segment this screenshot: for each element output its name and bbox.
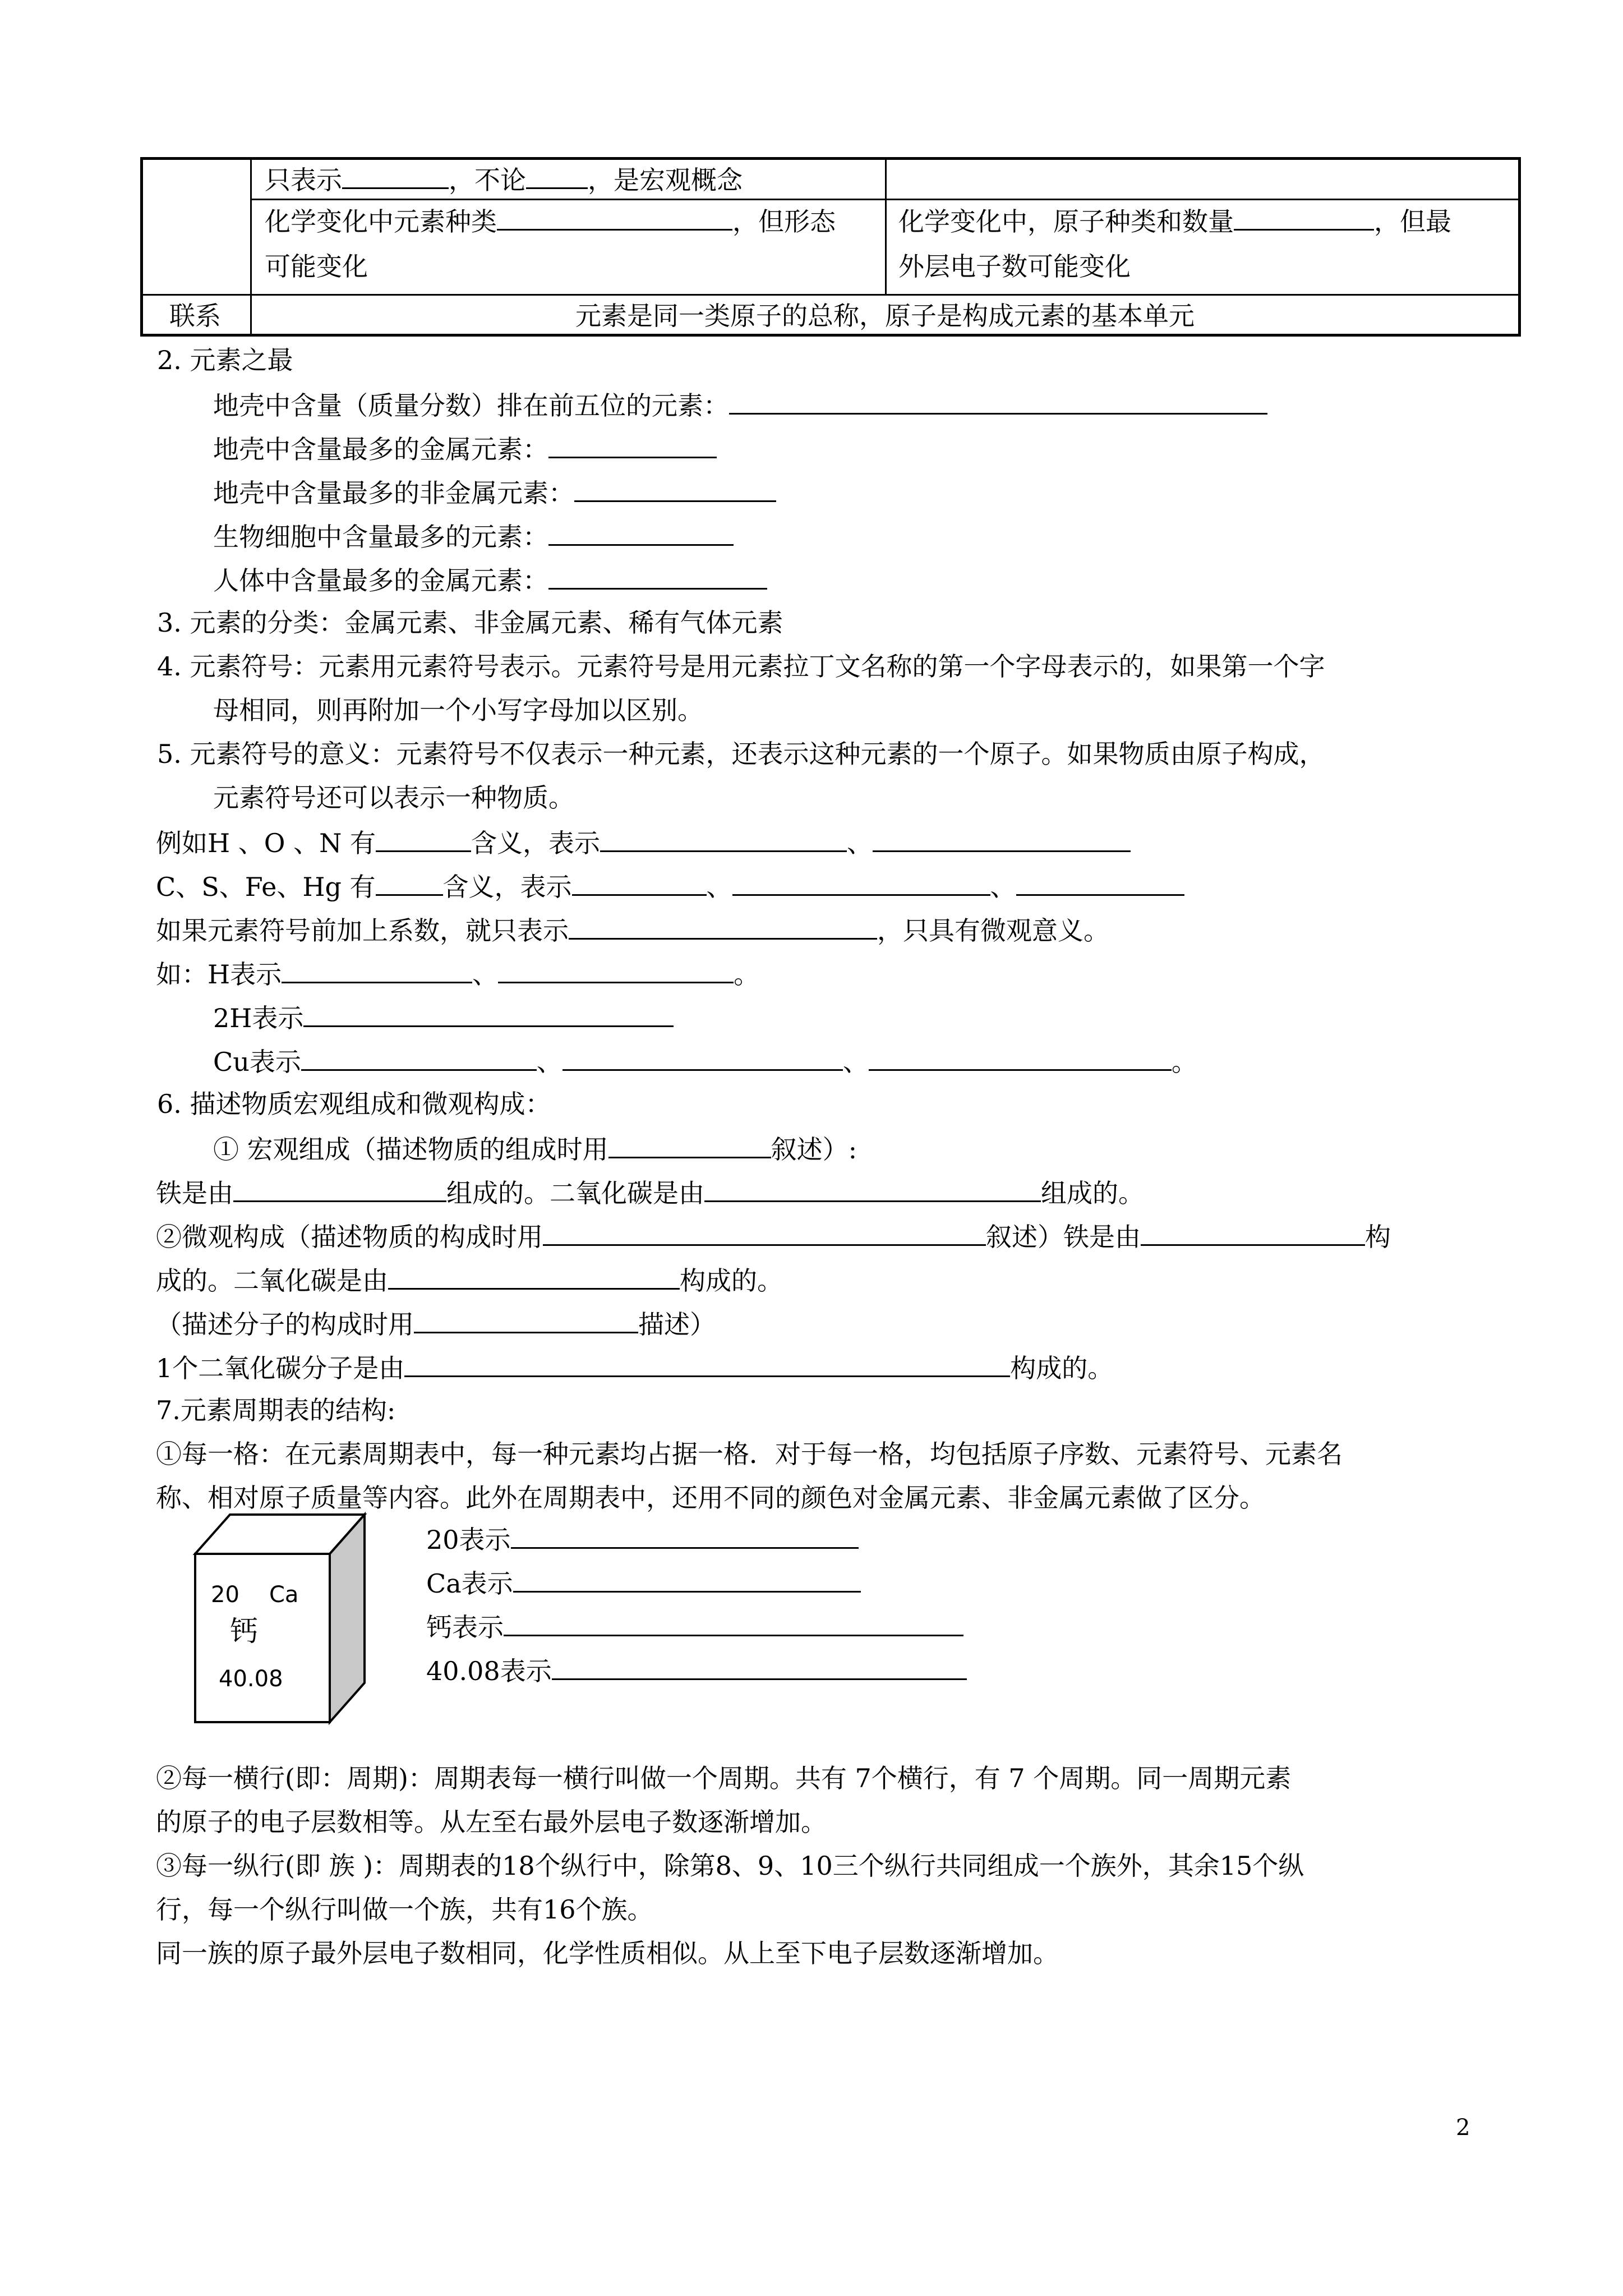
section5-line1: 5. 元素符号的意义：元素符号不仅表示一种元素，还表示这种元素的一个原子。如果物质由原子构成， bbox=[157, 739, 1325, 769]
cell-label-number: 20表示 bbox=[426, 1521, 859, 1557]
section7-p1-line2: 称、相对原子质量等内容。此外在周期表中，还用不同的颜色对金属元素、非金属元素做了区分。 bbox=[156, 1483, 1265, 1513]
section7-p3-line2: 行，每一个纵行叫做一个族，共有16个族。 bbox=[156, 1894, 653, 1925]
section2-item-3: 地壳中含量最多的非金属元素： bbox=[213, 475, 776, 510]
section2-item-2: 地壳中含量最多的金属元素： bbox=[213, 431, 717, 466]
section2-title: 2. 元素之最 bbox=[157, 345, 293, 375]
example-line-5: 2H表示 bbox=[213, 1000, 674, 1035]
table-row2-left-line1: 化学变化中元素种类 ，但形态 bbox=[265, 206, 836, 237]
cell-symbol: Ca bbox=[269, 1582, 299, 1608]
section7-p4: 同一族的原子最外层电子数相同，化学性质相似。从上至下电子层数逐渐增加。 bbox=[156, 1938, 1059, 1968]
table-row2-right-line2: 外层电子数可能变化 bbox=[898, 251, 1131, 282]
section3: 3. 元素的分类：金属元素、非金属元素、稀有气体元素 bbox=[157, 608, 783, 638]
page-number: 2 bbox=[1456, 2115, 1470, 2141]
example-line-2: C、S、Fe、Hg 有 含义，表示 、 、 bbox=[156, 868, 1184, 904]
cell-label-name: 钙表示 bbox=[426, 1609, 963, 1644]
example-line-1: 例如H 、O 、N 有 含义，表示 、 bbox=[156, 825, 1131, 860]
section2-item-4: 生物细胞中含量最多的元素： bbox=[213, 518, 734, 554]
section6-line-3: ②微观构成（描述物质的构成时用 叙述）铁是由 构 bbox=[156, 1218, 1391, 1254]
section7-p3-line1: ③每一纵行(即 族 )：周期表的18个纵行中，除第8、9、10三个纵行共同组成一个族外，其余15个纵 bbox=[156, 1851, 1304, 1881]
table-row3-text: 元素是同一类原子的总称，原子是构成元素的基本单元 bbox=[575, 301, 1195, 331]
table-row2-right-line1: 化学变化中，原子种类和数量 ，但最 bbox=[898, 206, 1451, 237]
table-row2-left-line2: 可能变化 bbox=[265, 251, 368, 282]
example-line-4: 如：H表示 、 。 bbox=[156, 956, 759, 991]
section2-item-1: 地壳中含量（质量分数）排在前五位的元素： bbox=[213, 387, 1267, 422]
section7-p2-line1: ②每一横行(即：周期)：周期表每一横行叫做一个周期。共有 7个横行，有 7 个周期。同一周期元素 bbox=[156, 1763, 1292, 1793]
cell-label-mass: 40.08表示 bbox=[426, 1653, 967, 1688]
section6-line-2: 铁是由 组成的。二氧化碳是由 组成的。 bbox=[156, 1175, 1144, 1210]
example-line-6: Cu表示 、 、 。 bbox=[213, 1043, 1197, 1079]
example-line-3: 如果元素符号前加上系数，就只表示 ，只具有微观意义。 bbox=[156, 912, 1109, 947]
section7-p2-line2: 的原子的电子层数相等。从左至右最外层电子数逐渐增加。 bbox=[156, 1807, 827, 1837]
periodic-cell-3d-icon bbox=[185, 1492, 370, 1733]
section4-line1: 4. 元素符号：元素用元素符号表示。元素符号是用元素拉丁文名称的第一个字母表示的，如果第一个字 bbox=[157, 651, 1325, 682]
cell-atomic-mass: 40.08 bbox=[219, 1666, 283, 1692]
section6-line-4: 成的。二氧化碳是由 构成的。 bbox=[156, 1262, 783, 1297]
table-row1-left: 只表示 ，不论 ，是宏观概念 bbox=[265, 165, 743, 195]
section4-line2: 母相同，则再附加一个小写字母加以区别。 bbox=[213, 695, 703, 725]
cell-atomic-number: 20 bbox=[211, 1582, 239, 1608]
section6-line-5: （描述分子的构成时用 描述） bbox=[156, 1306, 716, 1341]
section5-line2: 元素符号还可以表示一种物质。 bbox=[213, 783, 574, 813]
section6-line-1: ① 宏观组成（描述物质的组成时用 叙述）: bbox=[213, 1131, 857, 1166]
cell-label-symbol: Ca表示 bbox=[426, 1565, 861, 1600]
periodic-table-cell bbox=[185, 1492, 370, 1733]
section6-title: 6. 描述物质宏观组成和微观构成： bbox=[157, 1089, 551, 1119]
section2-item-5: 人体中含量最多的金属元素： bbox=[213, 562, 767, 597]
section7-title: 7.元素周期表的结构: bbox=[156, 1395, 396, 1425]
section7-p1-line1: ①每一格：在元素周期表中，每一种元素均占据一格．对于每一格，均包括原子序数、元素符号、元素名 bbox=[156, 1439, 1343, 1469]
section6-line-6: 1个二氧化碳分子是由 构成的。 bbox=[156, 1350, 1113, 1385]
cell-element-name: 钙 bbox=[230, 1615, 258, 1648]
comparison-table bbox=[140, 157, 1521, 337]
table-row3-label: 联系 bbox=[169, 301, 221, 331]
